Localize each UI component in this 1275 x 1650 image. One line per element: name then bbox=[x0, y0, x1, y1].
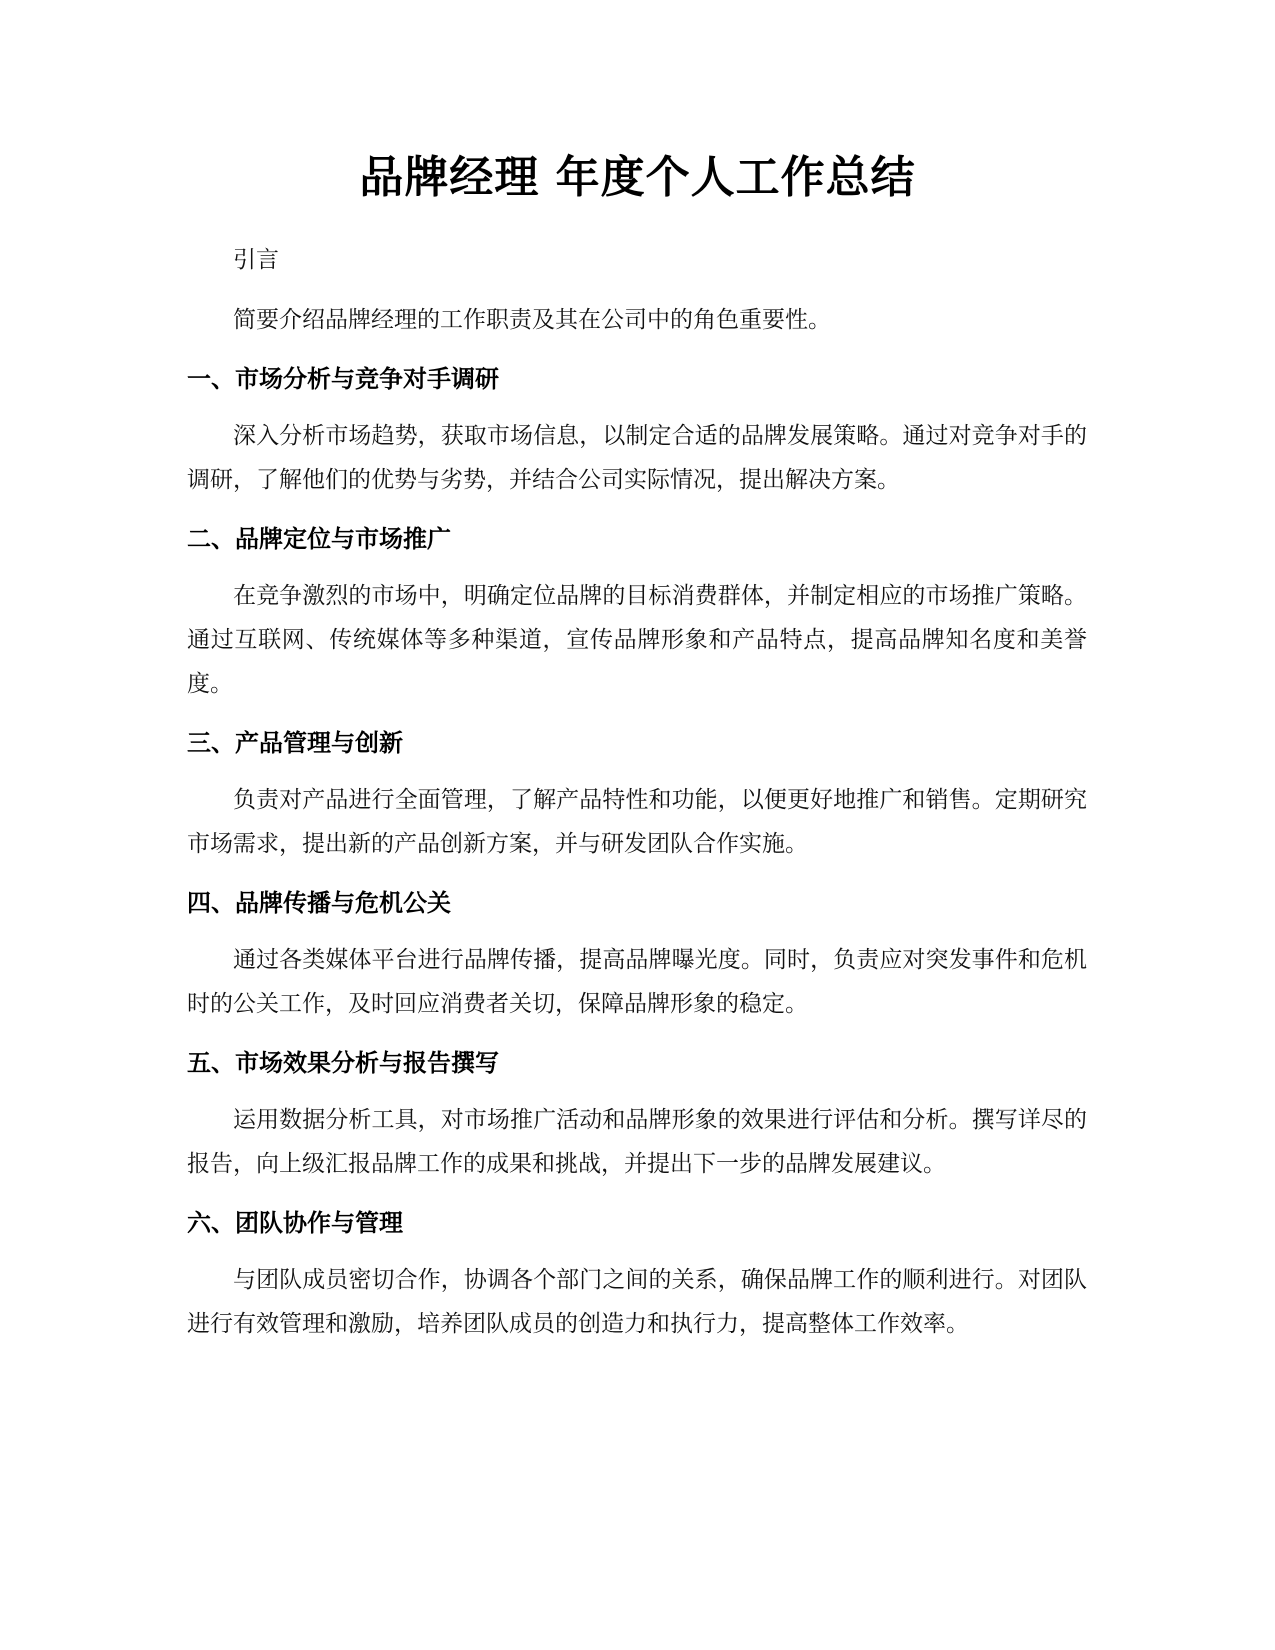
section-heading: 四、品牌传播与危机公关 bbox=[187, 889, 451, 917]
section-product-management bbox=[187, 723, 1087, 866]
section-paragraph: 运用数据分析工具，对市场推广活动和品牌形象的效果进行评估和分析。撰写详尽的报告，向上级汇报品牌工作的成果和挑战，并提出下一步的品牌发展建议。 bbox=[187, 1107, 1087, 1177]
section-paragraph: 负责对产品进行全面管理，了解产品特性和功能，以便更好地推广和销售。定期研究市场需求，提出新的产品创新方案，并与研发团队合作实施。 bbox=[187, 787, 1087, 857]
section-heading: 一、市场分析与竞争对手调研 bbox=[187, 365, 499, 393]
section-paragraph: 在竞争激烈的市场中，明确定位品牌的目标消费群体，并制定相应的市场推广策略。通过互联网、传统媒体等多种渠道，宣传品牌形象和产品特点，提高品牌知名度和美誉度。 bbox=[187, 583, 1087, 697]
section-heading: 五、市场效果分析与报告撰写 bbox=[187, 1049, 499, 1077]
document-title: 品牌经理 年度个人工作总结 bbox=[359, 152, 916, 203]
section-heading: 二、品牌定位与市场推广 bbox=[187, 525, 451, 553]
section-market-report bbox=[187, 1043, 1087, 1186]
section-paragraph: 深入分析市场趋势，获取市场信息，以制定合适的品牌发展策略。通过对竞争对手的调研，了解他们的优势与劣势，并结合公司实际情况，提出解决方案。 bbox=[187, 423, 1087, 493]
section-market-analysis bbox=[187, 359, 1087, 502]
section-heading: 三、产品管理与创新 bbox=[187, 729, 403, 757]
section-team-management bbox=[187, 1203, 1087, 1346]
document-body bbox=[187, 238, 1087, 1363]
section-paragraph: 与团队成员密切合作，协调各个部门之间的关系，确保品牌工作的顺利进行。对团队进行有效管理和激励，培养团队成员的创造力和执行力，提高整体工作效率。 bbox=[187, 1267, 1087, 1337]
section-heading: 六、团队协作与管理 bbox=[187, 1209, 403, 1237]
intro-label: 引言 bbox=[233, 247, 279, 273]
section-paragraph: 通过各类媒体平台进行品牌传播，提高品牌曝光度。同时，负责应对突发事件和危机时的公关工作，及时回应消费者关切，保障品牌形象的稳定。 bbox=[187, 947, 1087, 1017]
section-brand-positioning bbox=[187, 519, 1087, 706]
intro-paragraph: 简要介绍品牌经理的工作职责及其在公司中的角色重要性。 bbox=[233, 307, 831, 333]
section-brand-communication bbox=[187, 883, 1087, 1026]
